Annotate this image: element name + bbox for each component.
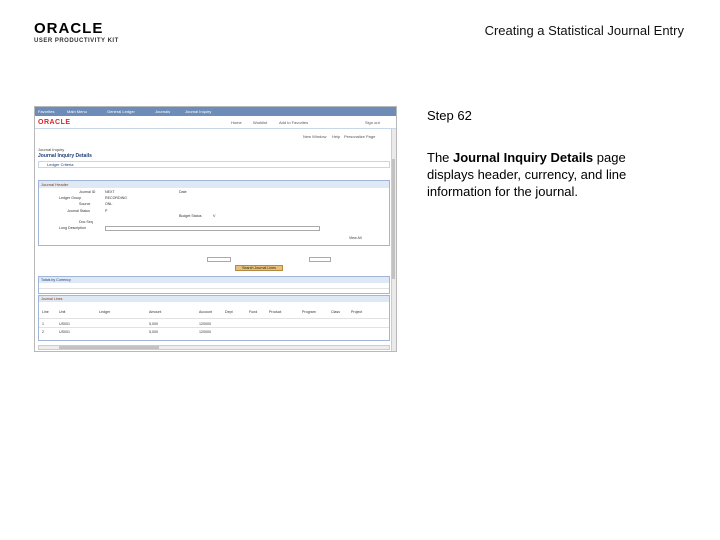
line-account: 120000 [199, 330, 211, 334]
header-field-value: V [213, 214, 216, 218]
totals-section-label: Totals by Currency [41, 278, 71, 282]
lines-row-divider [39, 327, 389, 328]
column-header-account: Account [199, 310, 212, 314]
help-link[interactable]: Help [332, 134, 341, 139]
header-field-label: Journal Status [67, 209, 90, 213]
column-header-line: Line [42, 310, 49, 314]
nav-main-menu[interactable]: Main Menu [67, 109, 87, 114]
personalize-page-link[interactable]: Personalize Page [344, 134, 376, 139]
slide-title: Creating a Statistical Journal Entry [484, 23, 684, 38]
nav-journals[interactable]: Journals [155, 109, 171, 114]
vertical-scroll-thumb[interactable] [392, 159, 395, 279]
logo-wordmark: ORACLE [34, 20, 104, 37]
new-window-link[interactable]: New Window [303, 134, 327, 139]
totals-row-divider [39, 288, 389, 289]
from-line-input[interactable] [207, 257, 231, 262]
line-account: 120000 [199, 322, 211, 326]
journal-lines-grid [38, 295, 390, 341]
header-field-label: Date [179, 190, 187, 194]
totals-by-currency-grid [38, 276, 390, 294]
top-navigation-bar [35, 107, 396, 116]
header-field-label: Ledger Group [59, 196, 82, 200]
header-field-value: P [105, 209, 108, 213]
desc-prefix: The [427, 150, 454, 165]
column-header-program: Program [302, 310, 316, 314]
totals-grid-header [39, 277, 389, 283]
line-number: 1 [42, 322, 44, 326]
column-header-amount: Amount [149, 310, 162, 314]
long-description-field[interactable] [105, 226, 320, 231]
step-number: Step 62 [427, 108, 472, 123]
column-header-dept: Dept [225, 310, 233, 314]
header-field-label: Journal ID [79, 190, 96, 194]
ledger-criteria-label: Ledger Criteria [47, 162, 74, 167]
application-screenshot [34, 106, 397, 352]
logo-subtitle: USER PRODUCTIVITY KIT [34, 38, 119, 44]
desc-page-name: Journal Inquiry Details [453, 150, 594, 165]
link-worklist[interactable]: Worklist [253, 120, 268, 125]
desc-suffix: page displays header, currency, and line information for the journal. [427, 150, 627, 199]
journal-header-label: Journal Header [41, 182, 69, 187]
column-header-class: Class [331, 310, 340, 314]
vertical-scrollbar[interactable] [391, 129, 396, 352]
lines-section-label: Journal Lines [41, 297, 63, 301]
horizontal-scroll-thumb[interactable] [59, 346, 159, 349]
step-description [427, 149, 667, 200]
header-field-label: Doc Seq [79, 220, 93, 224]
lines-grid-header [39, 296, 389, 302]
brand-bar [35, 116, 396, 129]
ledger-criteria-section[interactable] [38, 161, 390, 168]
line-amount: 5,000 [149, 330, 158, 334]
header-field-value: ONL [105, 202, 113, 206]
link-home[interactable]: Home [231, 120, 242, 125]
header-field-value: RECORDING [105, 196, 127, 200]
line-amount: 5,000 [149, 322, 158, 326]
nav-general-ledger[interactable]: General Ledger [107, 109, 135, 114]
header-field-label: Source [79, 202, 91, 206]
column-header-fund: Fund [249, 310, 258, 314]
journal-header-section [38, 180, 390, 246]
oracle-logo [34, 22, 154, 44]
header-field-label: Budget Status [179, 214, 202, 218]
lines-row-divider [39, 318, 389, 319]
header-field-value: NEXT [105, 190, 115, 194]
journal-header-tab [39, 181, 389, 188]
breadcrumb: Journal Inquiry [38, 147, 65, 152]
header-field-label: Long Description [59, 226, 86, 230]
column-header-unit: Unit [59, 310, 66, 314]
nav-favorites[interactable]: Favorites [38, 109, 55, 114]
to-line-input[interactable] [309, 257, 331, 262]
column-header-ledger: Ledger [99, 310, 111, 314]
app-logo: ORACLE [38, 119, 71, 126]
column-header-product: Product [269, 310, 282, 314]
nav-journal-inquiry[interactable]: Journal Inquiry [185, 109, 212, 114]
view-all-link[interactable]: View All [349, 236, 362, 240]
line-unit: US001 [59, 330, 70, 334]
horizontal-scrollbar[interactable] [38, 345, 390, 350]
search-journal-lines-button[interactable]: Search Journal Lines [235, 265, 283, 271]
line-unit: US001 [59, 322, 70, 326]
link-add-favorites[interactable]: Add to Favorites [279, 120, 309, 125]
link-sign-out[interactable]: Sign out [365, 120, 380, 125]
column-header-project: Project [351, 310, 363, 314]
page-title: Journal Inquiry Details [38, 153, 92, 159]
line-number: 2 [42, 330, 44, 334]
